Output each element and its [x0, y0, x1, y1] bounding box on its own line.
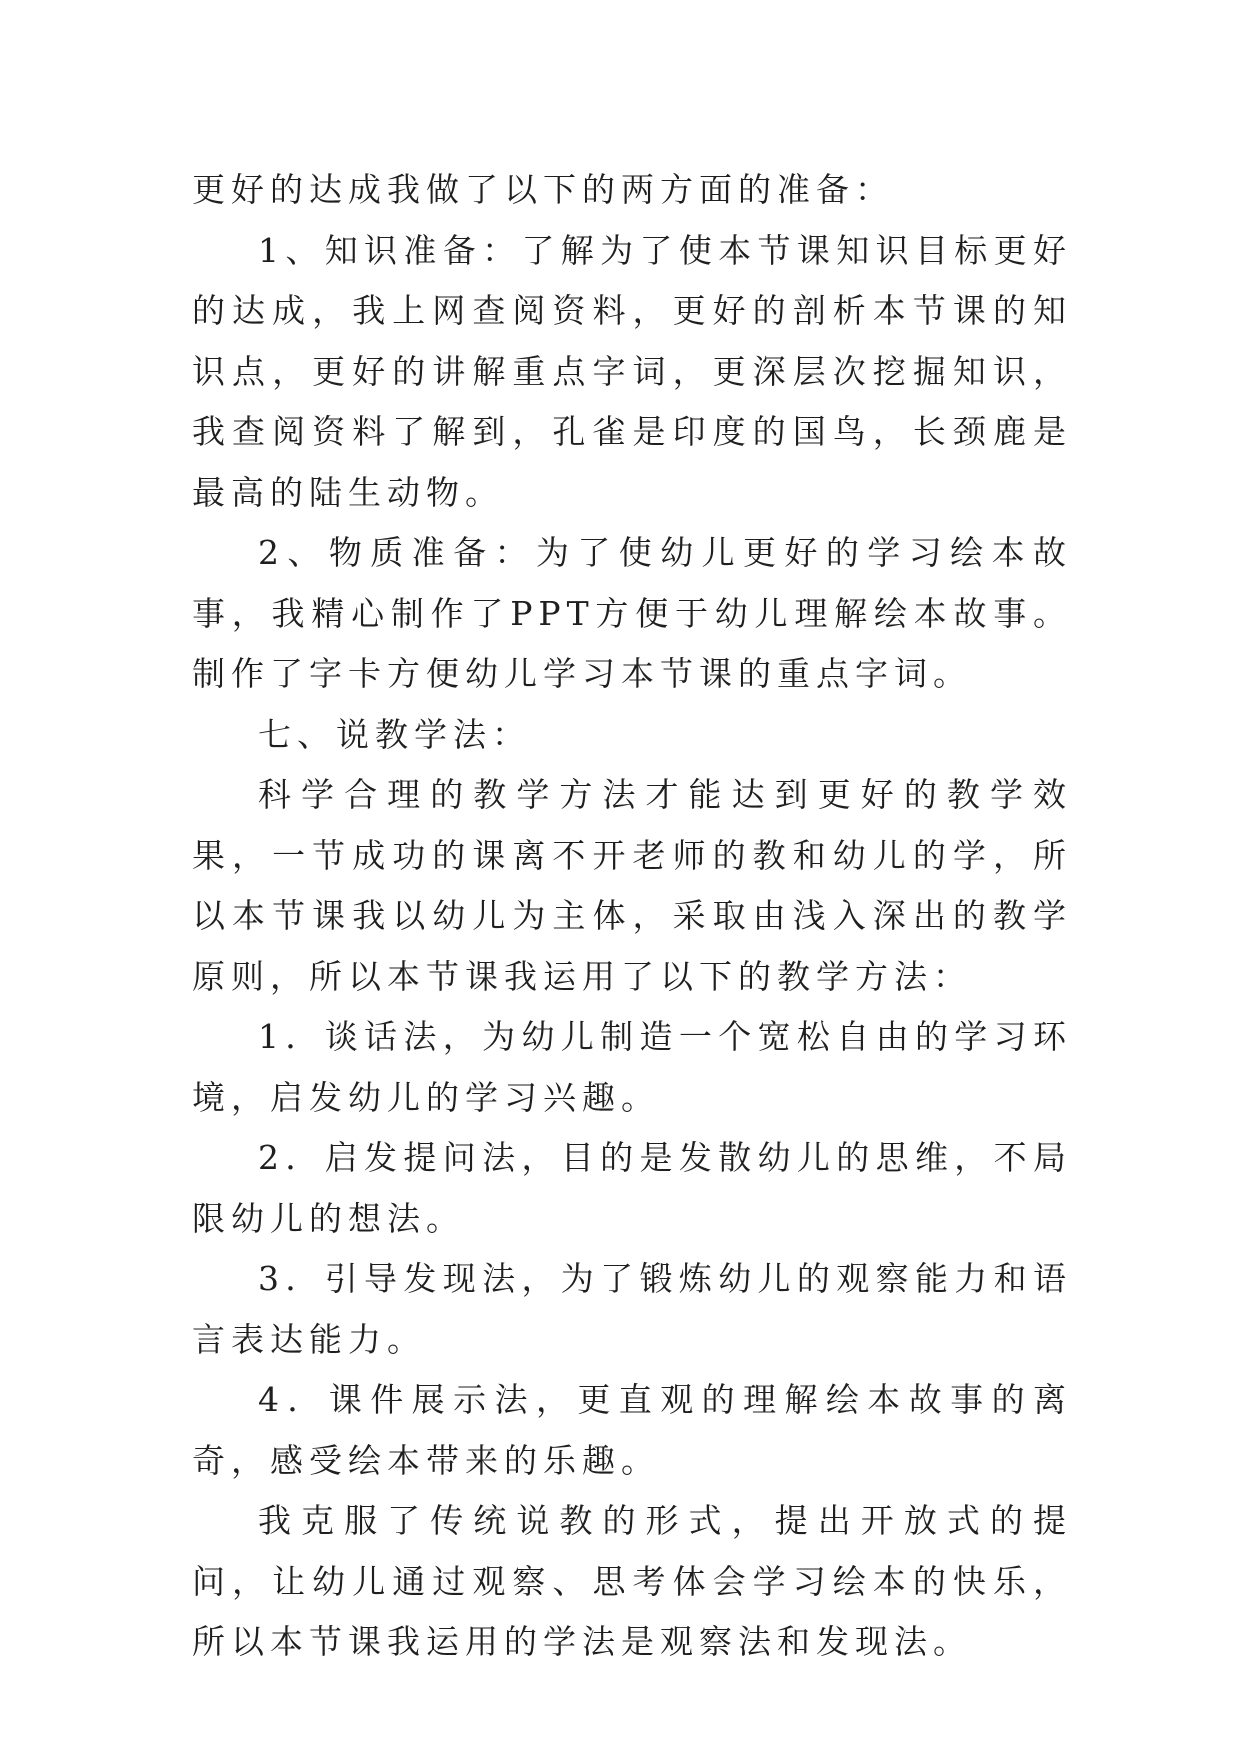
section-heading-teaching-methods: 七、说教学法：	[258, 714, 531, 754]
paragraph-material-preparation: 2、物质准备：为了使幼儿更好的学习绘本故事，我精心制作了PPT方便于幼儿理解绘本故事。制作了字卡方便幼儿学习本节课的重点字词。	[192, 533, 1072, 693]
paragraph-method-4: 4．课件展示法，更直观的理解绘本故事的离奇，感受绘本带来的乐趣。	[192, 1380, 1072, 1480]
paragraph-method-2: 2．启发提问法，目的是发散幼儿的思维，不局限幼儿的想法。	[192, 1138, 1072, 1238]
paragraph-knowledge-preparation: 1、知识准备：了解为了使本节课知识目标更好的达成，我上网查阅资料，更好的剖析本节课的知识点，更好的讲解重点字词，更深层次挖掘知识，我查阅资料了解到，孔雀是印度的国鸟，长颈鹿是最高的陆生动物。	[192, 230, 1072, 512]
paragraph-method-1: 1．谈话法，为幼儿制造一个宽松自由的学习环境，启发幼儿的学习兴趣。	[192, 1017, 1072, 1117]
paragraph-method-3: 3．引导发现法，为了锻炼幼儿的观察能力和语言表达能力。	[192, 1259, 1072, 1359]
document-body	[192, 160, 1072, 1673]
paragraph-learning-methods: 我克服了传统说教的形式，提出开放式的提问，让幼儿通过观察、思考体会学习绘本的快乐，所以本节课我运用的学法是观察法和发现法。	[192, 1501, 1072, 1661]
paragraph-1: 更好的达成我做了以下的两方面的准备：	[192, 170, 894, 209]
paragraph-methods-intro: 科学合理的教学方法才能达到更好的教学效果，一节成功的课离不开老师的教和幼儿的学，所以本节课我以幼儿为主体，采取由浅入深出的教学原则，所以本节课我运用了以下的教学方法：	[192, 775, 1072, 996]
